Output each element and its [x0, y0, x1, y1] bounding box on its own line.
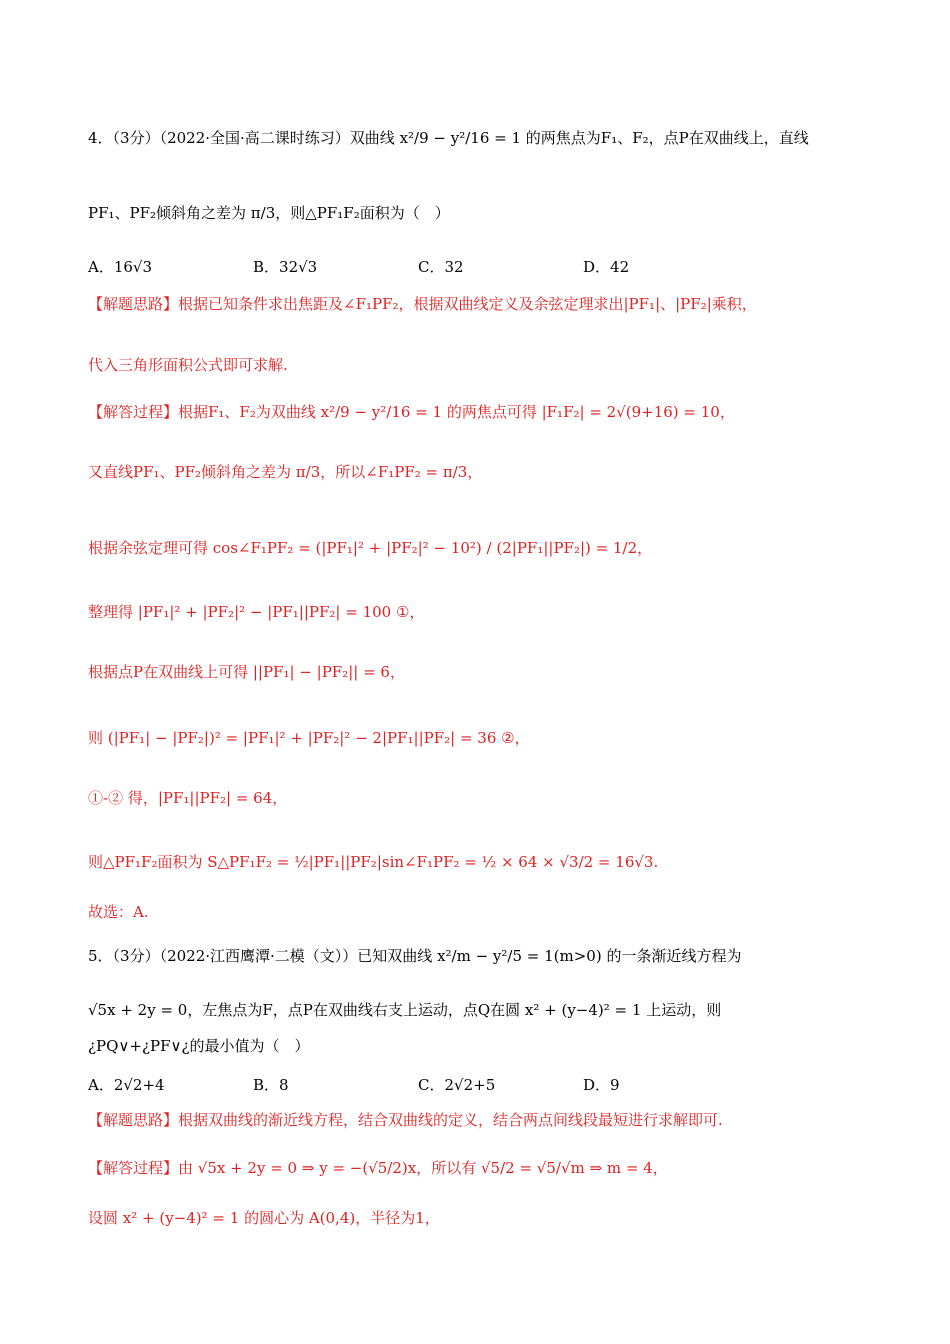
q4-solution-step-8: 则△PF₁F₂面积为 S△PF₁F₂ = ½|PF₁||PF₂|sin∠F₁PF₂ = ½ × 64 × √3/2 = 16√3.: [88, 853, 659, 871]
q5-solution-step-2: 设圆 x² + (y−4)² = 1 的圆心为 A(0,4)，半径为1，: [88, 1209, 440, 1227]
q4-analysis: 【解题思路】根据已知条件求出焦距及∠F₁PF₂，根据双曲线定义及余弦定理求出|PF₁|、|PF₂|乘积，: [88, 295, 757, 313]
q5-analysis: 【解题思路】根据双曲线的渐近线方程，结合双曲线的定义，结合两点间线段最短进行求解即可.: [88, 1111, 723, 1129]
q5-stem-line3: ¿PQ∨+¿PF∨¿的最小值为（ ）: [88, 1037, 310, 1055]
q4-option-a: A．16√3: [88, 258, 153, 276]
q4-solution-step-1: 【解答过程】根据F₁、F₂为双曲线 x²/9 − y²/16 = 1 的两焦点可得 |F₁F₂| = 2√(9+16) = 10，: [88, 403, 735, 421]
q4-solution-step-3: 根据余弦定理可得 cos∠F₁PF₂ = (|PF₁|² + |PF₂|² − 10²) / (2|PF₁||PF₂|) = 1/2，: [88, 539, 653, 557]
q4-stem-line1: 4．（3分）（2022·全国·高二课时练习）双曲线 x²/9 − y²/16 = 1 的两焦点为F₁、F₂，点P在双曲线上，直线: [88, 129, 809, 147]
q4-solution-step-7: ①-② 得，|PF₁||PF₂| = 64，: [88, 789, 288, 807]
q5-stem-line1: 5．（3分）（2022·江西鹰潭·二模（文））已知双曲线 x²/m − y²/5 = 1(m>0) 的一条渐近线方程为: [88, 947, 742, 965]
q4-solution-step-5: 根据点P在双曲线上可得 ||PF₁| − |PF₂|| = 6，: [88, 663, 405, 681]
q5-option-b: B．8: [253, 1076, 289, 1094]
q4-option-d: D．42: [583, 258, 630, 276]
q5-solution-step-1: 【解答过程】由 √5x + 2y = 0 ⇒ y = −(√5/2)x，所以有 √5/2 = √5/√m ⇒ m = 4，: [88, 1159, 668, 1177]
q4-analysis-cont: 代入三角形面积公式即可求解.: [88, 356, 288, 374]
q5-option-c: C．2√2+5: [418, 1076, 496, 1094]
q4-solution-step-2: 又直线PF₁、PF₂倾斜角之差为 π/3，所以∠F₁PF₂ = π/3，: [88, 463, 483, 481]
q5-option-d: D．9: [583, 1076, 620, 1094]
q4-solution-step-4: 整理得 |PF₁|² + |PF₂|² − |PF₁||PF₂| = 100 ①，: [88, 603, 425, 621]
q4-option-b: B．32√3: [253, 258, 318, 276]
q4-solution-step-6: 则 (|PF₁| − |PF₂|)² = |PF₁|² + |PF₂|² − 2|PF₁||PF₂| = 36 ②，: [88, 729, 530, 747]
q4-answer: 故选：A.: [88, 903, 149, 921]
q5-stem-line2: √5x + 2y = 0，左焦点为F，点P在双曲线右支上运动，点Q在圆 x² + (y−4)² = 1 上运动，则: [88, 1001, 722, 1019]
q4-option-c: C．32: [418, 258, 464, 276]
q4-stem-line2: PF₁、PF₂倾斜角之差为 π/3，则△PF₁F₂面积为（ ）: [88, 204, 450, 222]
q5-option-a: A．2√2+4: [88, 1076, 165, 1094]
